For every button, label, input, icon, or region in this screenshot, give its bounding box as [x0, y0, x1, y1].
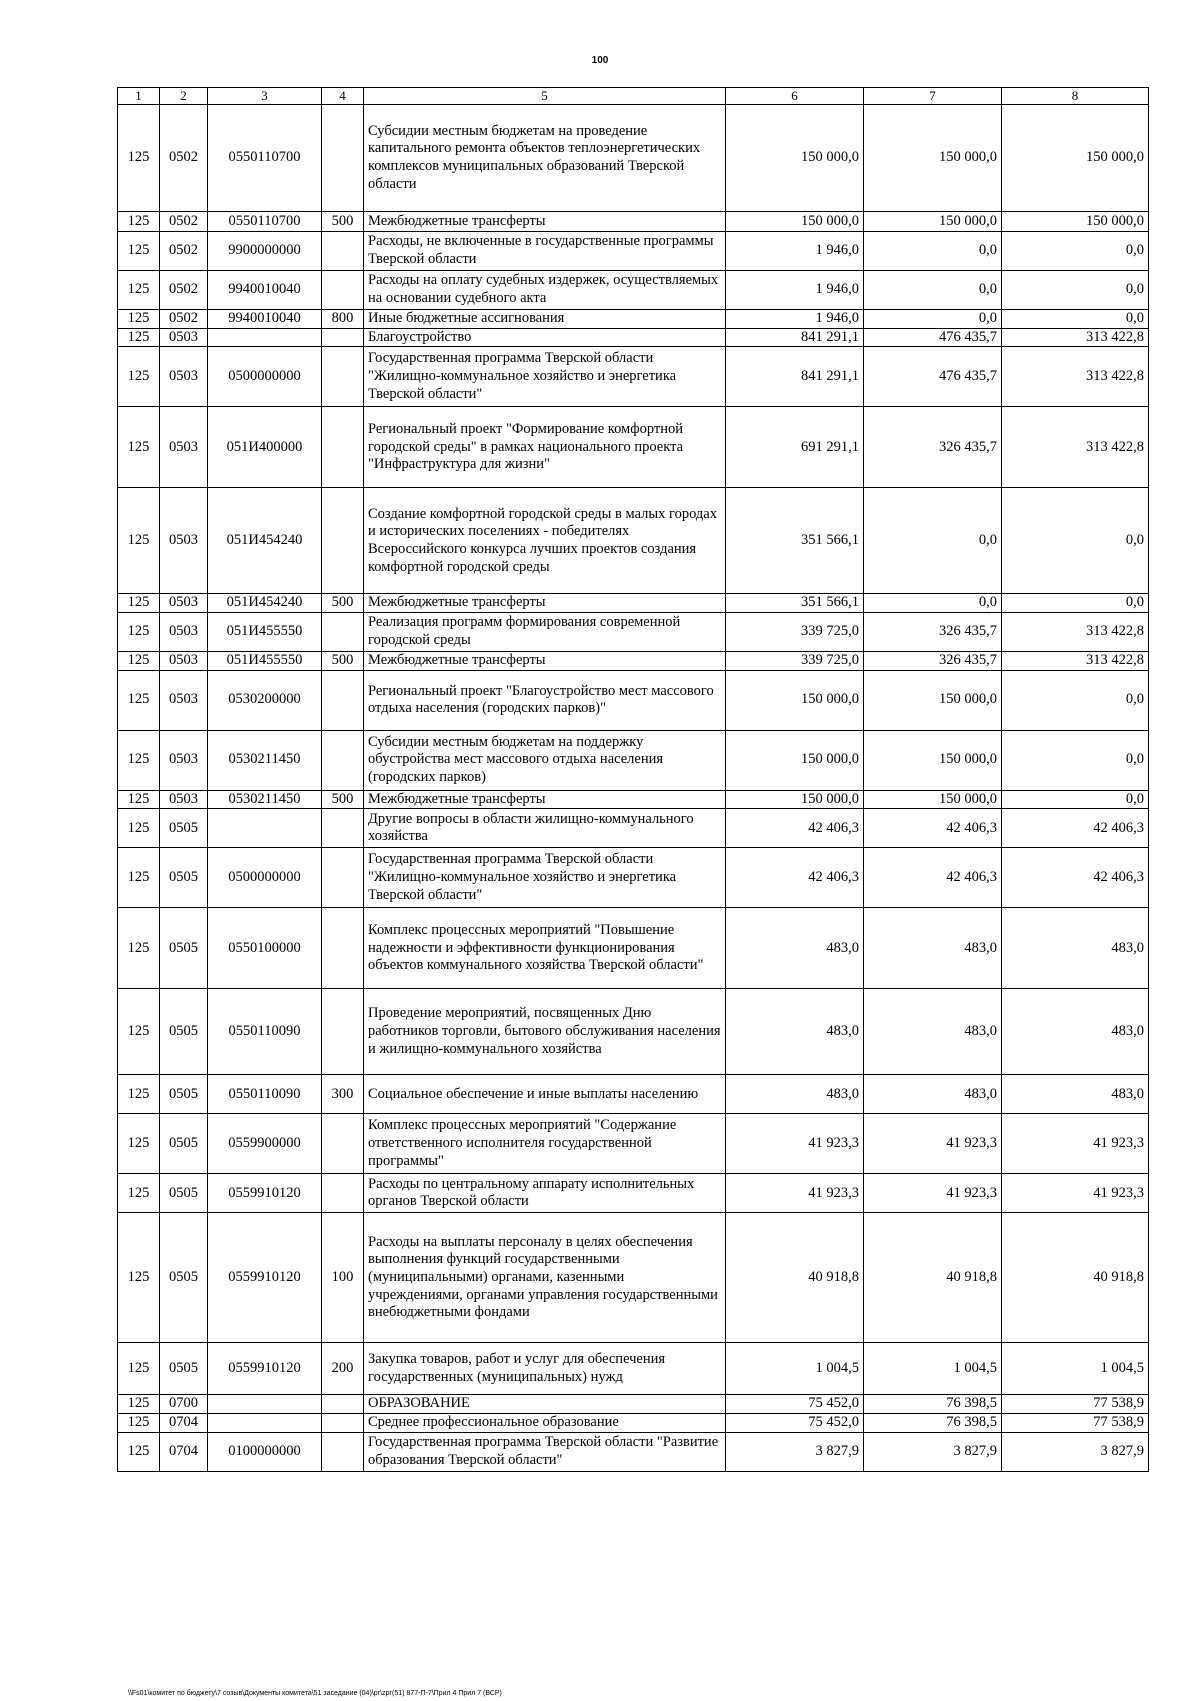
target-article-cell: 0100000000: [208, 1432, 322, 1471]
table-row: [118, 848, 1149, 908]
amount-year3-cell: 0,0: [1002, 232, 1149, 271]
description-cell: Среднее профессиональное образование: [364, 1414, 726, 1433]
target-article-cell: 0550100000: [208, 908, 322, 989]
table-row: [118, 1432, 1149, 1471]
amount-year2-cell: 476 435,7: [864, 328, 1002, 347]
table-row: [118, 1414, 1149, 1433]
section-cell: 0505: [160, 1343, 208, 1395]
description-cell: Государственная программа Тверской области "Жилищно-коммунальное хозяйство и энергетика Тверской области": [364, 347, 726, 407]
grbs-cell: 125: [118, 407, 160, 488]
amount-year3-cell: 1 004,5: [1002, 1343, 1149, 1395]
amount-year3-cell: 313 422,8: [1002, 613, 1149, 652]
description-cell: Закупка товаров, работ и услуг для обеспечения государственных (муниципальных) нужд: [364, 1343, 726, 1395]
amount-year2-cell: 150 000,0: [864, 670, 1002, 730]
amount-year2-cell: 483,0: [864, 908, 1002, 989]
grbs-cell: 125: [118, 1395, 160, 1414]
section-cell: 0503: [160, 613, 208, 652]
target-article-cell: 0559910120: [208, 1213, 322, 1343]
expense-type-cell: [322, 271, 364, 310]
table-row: [118, 1343, 1149, 1395]
grbs-cell: 125: [118, 232, 160, 271]
amount-year3-cell: 42 406,3: [1002, 848, 1149, 908]
description-cell: Создание комфортной городской среды в малых городах и исторических поселениях - победителях Всероссийского конкурса лучших проектов создания комфортной городской среды: [364, 488, 726, 594]
amount-year1-cell: 691 291,1: [726, 407, 864, 488]
expense-type-cell: [322, 407, 364, 488]
target-article-cell: 0530211450: [208, 790, 322, 809]
section-cell: 0505: [160, 908, 208, 989]
expense-type-cell: [322, 1114, 364, 1174]
amount-year1-cell: 841 291,1: [726, 328, 864, 347]
description-cell: Межбюджетные трансферты: [364, 652, 726, 671]
expense-type-cell: [322, 328, 364, 347]
amount-year3-cell: 0,0: [1002, 790, 1149, 809]
table-row: [118, 232, 1149, 271]
amount-year2-cell: 0,0: [864, 310, 1002, 329]
amount-year2-cell: 40 918,8: [864, 1213, 1002, 1343]
section-cell: 0505: [160, 809, 208, 848]
description-cell: Региональный проект "Формирование комфортной городской среды" в рамках национального проекта "Инфраструктура для жизни": [364, 407, 726, 488]
grbs-cell: 125: [118, 790, 160, 809]
table-row: [118, 652, 1149, 671]
amount-year3-cell: 313 422,8: [1002, 652, 1149, 671]
header-cell: 7: [864, 88, 1002, 105]
table-row: [118, 1395, 1149, 1414]
description-cell: Расходы, не включенные в государственные программы Тверской области: [364, 232, 726, 271]
amount-year3-cell: 42 406,3: [1002, 809, 1149, 848]
expense-type-cell: [322, 1395, 364, 1414]
grbs-cell: 125: [118, 613, 160, 652]
amount-year3-cell: 0,0: [1002, 488, 1149, 594]
table-row: [118, 328, 1149, 347]
amount-year2-cell: 76 398,5: [864, 1395, 1002, 1414]
target-article-cell: 051И454240: [208, 594, 322, 613]
amount-year3-cell: 313 422,8: [1002, 407, 1149, 488]
target-article-cell: 9940010040: [208, 271, 322, 310]
expense-type-cell: [322, 232, 364, 271]
amount-year1-cell: 41 923,3: [726, 1174, 864, 1213]
header-row: [118, 88, 1149, 105]
target-article-cell: 0500000000: [208, 347, 322, 407]
amount-year1-cell: 339 725,0: [726, 652, 864, 671]
amount-year1-cell: 483,0: [726, 989, 864, 1075]
amount-year3-cell: 483,0: [1002, 908, 1149, 989]
amount-year2-cell: 42 406,3: [864, 848, 1002, 908]
section-cell: 0704: [160, 1414, 208, 1433]
table-row: [118, 212, 1149, 232]
amount-year2-cell: 0,0: [864, 594, 1002, 613]
description-cell: Региональный проект "Благоустройство мест массового отдыха населения (городских парков)": [364, 670, 726, 730]
grbs-cell: 125: [118, 328, 160, 347]
header-cell: 8: [1002, 88, 1149, 105]
table-row: [118, 790, 1149, 809]
target-article-cell: 0559910120: [208, 1174, 322, 1213]
budget-table: [117, 87, 1149, 1472]
table-row: [118, 310, 1149, 329]
description-cell: ОБРАЗОВАНИЕ: [364, 1395, 726, 1414]
amount-year2-cell: 326 435,7: [864, 407, 1002, 488]
expense-type-cell: [322, 1414, 364, 1433]
page-number: 100: [591, 55, 609, 66]
expense-type-cell: 500: [322, 594, 364, 613]
target-article-cell: 0500000000: [208, 848, 322, 908]
amount-year1-cell: 1 004,5: [726, 1343, 864, 1395]
amount-year1-cell: 150 000,0: [726, 212, 864, 232]
target-article-cell: 051И454240: [208, 488, 322, 594]
grbs-cell: 125: [118, 989, 160, 1075]
grbs-cell: 125: [118, 488, 160, 594]
grbs-cell: 125: [118, 652, 160, 671]
amount-year3-cell: 0,0: [1002, 670, 1149, 730]
header-cell: 5: [364, 88, 726, 105]
header-cell: 6: [726, 88, 864, 105]
expense-type-cell: [322, 809, 364, 848]
amount-year3-cell: 40 918,8: [1002, 1213, 1149, 1343]
amount-year2-cell: 476 435,7: [864, 347, 1002, 407]
table-row: [118, 407, 1149, 488]
description-cell: Субсидии местным бюджетам на проведение капитального ремонта объектов теплоэнергетических комплексов муниципальных образований Тверской области: [364, 105, 726, 212]
amount-year1-cell: 150 000,0: [726, 670, 864, 730]
amount-year2-cell: 41 923,3: [864, 1174, 1002, 1213]
description-cell: Межбюджетные трансферты: [364, 594, 726, 613]
section-cell: 0704: [160, 1432, 208, 1471]
section-cell: 0503: [160, 488, 208, 594]
grbs-cell: 125: [118, 347, 160, 407]
section-cell: 0503: [160, 407, 208, 488]
grbs-cell: 125: [118, 1343, 160, 1395]
amount-year3-cell: 483,0: [1002, 1075, 1149, 1114]
section-cell: 0505: [160, 1174, 208, 1213]
amount-year1-cell: 75 452,0: [726, 1414, 864, 1433]
expense-type-cell: 500: [322, 652, 364, 671]
amount-year1-cell: 351 566,1: [726, 594, 864, 613]
amount-year1-cell: 75 452,0: [726, 1395, 864, 1414]
amount-year2-cell: 76 398,5: [864, 1414, 1002, 1433]
amount-year3-cell: 41 923,3: [1002, 1114, 1149, 1174]
expense-type-cell: [322, 1174, 364, 1213]
grbs-cell: 125: [118, 848, 160, 908]
expense-type-cell: [322, 670, 364, 730]
section-cell: 0503: [160, 347, 208, 407]
expense-type-cell: [322, 488, 364, 594]
amount-year1-cell: 40 918,8: [726, 1213, 864, 1343]
section-cell: 0505: [160, 848, 208, 908]
target-article-cell: [208, 1395, 322, 1414]
description-cell: Комплекс процессных мероприятий "Содержание ответственного исполнителя государственной программы": [364, 1114, 726, 1174]
amount-year1-cell: 3 827,9: [726, 1432, 864, 1471]
target-article-cell: 0550110090: [208, 989, 322, 1075]
section-cell: 0503: [160, 328, 208, 347]
table-row: [118, 989, 1149, 1075]
footer-file-path: \\Fs01\комитет по бюджету\7 созыв\Документы комитета\51 заседание (04)\рг\zрг(51) 877-П-7\Прил 4 Прил 7 (ВСР): [128, 1690, 502, 1697]
amount-year3-cell: 150 000,0: [1002, 105, 1149, 212]
header-cell: 3: [208, 88, 322, 105]
target-article-cell: 051И400000: [208, 407, 322, 488]
grbs-cell: 125: [118, 730, 160, 790]
amount-year2-cell: 0,0: [864, 232, 1002, 271]
table-row: [118, 594, 1149, 613]
amount-year1-cell: 150 000,0: [726, 730, 864, 790]
table-row: [118, 1114, 1149, 1174]
section-cell: 0505: [160, 989, 208, 1075]
grbs-cell: 125: [118, 1174, 160, 1213]
table-row: [118, 488, 1149, 594]
amount-year1-cell: 841 291,1: [726, 347, 864, 407]
expense-type-cell: [322, 613, 364, 652]
amount-year2-cell: 3 827,9: [864, 1432, 1002, 1471]
amount-year3-cell: 41 923,3: [1002, 1174, 1149, 1213]
expense-type-cell: [322, 848, 364, 908]
amount-year2-cell: 0,0: [864, 271, 1002, 310]
section-cell: 0503: [160, 790, 208, 809]
section-cell: 0502: [160, 271, 208, 310]
target-article-cell: 051И455550: [208, 613, 322, 652]
section-cell: 0505: [160, 1213, 208, 1343]
grbs-cell: 125: [118, 908, 160, 989]
amount-year2-cell: 483,0: [864, 989, 1002, 1075]
grbs-cell: 125: [118, 594, 160, 613]
amount-year1-cell: 1 946,0: [726, 271, 864, 310]
target-article-cell: 0530211450: [208, 730, 322, 790]
expense-type-cell: [322, 730, 364, 790]
expense-type-cell: [322, 908, 364, 989]
amount-year3-cell: 483,0: [1002, 989, 1149, 1075]
amount-year2-cell: 150 000,0: [864, 730, 1002, 790]
section-cell: 0503: [160, 594, 208, 613]
amount-year2-cell: 41 923,3: [864, 1114, 1002, 1174]
section-cell: 0502: [160, 212, 208, 232]
section-cell: 0505: [160, 1114, 208, 1174]
description-cell: Проведение мероприятий, посвященных Дню работников торговли, бытового обслуживания населения и жилищно-коммунального хозяйства: [364, 989, 726, 1075]
grbs-cell: 125: [118, 1432, 160, 1471]
grbs-cell: 125: [118, 1114, 160, 1174]
grbs-cell: 125: [118, 809, 160, 848]
target-article-cell: [208, 1414, 322, 1433]
amount-year3-cell: 0,0: [1002, 310, 1149, 329]
table-row: [118, 1213, 1149, 1343]
amount-year2-cell: 483,0: [864, 1075, 1002, 1114]
section-cell: 0505: [160, 1075, 208, 1114]
section-cell: 0502: [160, 105, 208, 212]
amount-year3-cell: 313 422,8: [1002, 347, 1149, 407]
target-article-cell: [208, 328, 322, 347]
grbs-cell: 125: [118, 271, 160, 310]
amount-year3-cell: 313 422,8: [1002, 328, 1149, 347]
amount-year1-cell: 1 946,0: [726, 310, 864, 329]
target-article-cell: 9940010040: [208, 310, 322, 329]
header-cell: 1: [118, 88, 160, 105]
table-row: [118, 1174, 1149, 1213]
expense-type-cell: 800: [322, 310, 364, 329]
table-row: [118, 670, 1149, 730]
amount-year2-cell: 326 435,7: [864, 652, 1002, 671]
description-cell: Другие вопросы в области жилищно-коммунального хозяйства: [364, 809, 726, 848]
amount-year2-cell: 0,0: [864, 488, 1002, 594]
target-article-cell: 0550110700: [208, 212, 322, 232]
expense-type-cell: [322, 1432, 364, 1471]
section-cell: 0502: [160, 232, 208, 271]
grbs-cell: 125: [118, 212, 160, 232]
amount-year1-cell: 483,0: [726, 908, 864, 989]
target-article-cell: 9900000000: [208, 232, 322, 271]
target-article-cell: 0559910120: [208, 1343, 322, 1395]
target-article-cell: 0550110700: [208, 105, 322, 212]
amount-year2-cell: 150 000,0: [864, 105, 1002, 212]
expense-type-cell: 500: [322, 212, 364, 232]
description-cell: Иные бюджетные ассигнования: [364, 310, 726, 329]
table-row: [118, 1075, 1149, 1114]
section-cell: 0502: [160, 310, 208, 329]
description-cell: Расходы по центральному аппарату исполнительных органов Тверской области: [364, 1174, 726, 1213]
table-row: [118, 730, 1149, 790]
description-cell: Благоустройство: [364, 328, 726, 347]
expense-type-cell: 100: [322, 1213, 364, 1343]
amount-year1-cell: 1 946,0: [726, 232, 864, 271]
table-row: [118, 105, 1149, 212]
amount-year3-cell: 77 538,9: [1002, 1414, 1149, 1433]
amount-year1-cell: 41 923,3: [726, 1114, 864, 1174]
expense-type-cell: 200: [322, 1343, 364, 1395]
description-cell: Расходы на выплаты персоналу в целях обеспечения выполнения функций государственными (муниципальными) органами, казенными учреждениями, органами управления государственными внебюджетными фондами: [364, 1213, 726, 1343]
amount-year3-cell: 0,0: [1002, 594, 1149, 613]
amount-year2-cell: 42 406,3: [864, 809, 1002, 848]
description-cell: Расходы на оплату судебных издержек, осуществляемых на основании судебного акта: [364, 271, 726, 310]
target-article-cell: 0559900000: [208, 1114, 322, 1174]
table-row: [118, 908, 1149, 989]
grbs-cell: 125: [118, 1075, 160, 1114]
section-cell: 0503: [160, 730, 208, 790]
amount-year2-cell: 1 004,5: [864, 1343, 1002, 1395]
description-cell: Межбюджетные трансферты: [364, 790, 726, 809]
target-article-cell: 051И455550: [208, 652, 322, 671]
amount-year3-cell: 77 538,9: [1002, 1395, 1149, 1414]
table-row: [118, 271, 1149, 310]
grbs-cell: 125: [118, 310, 160, 329]
expense-type-cell: 300: [322, 1075, 364, 1114]
amount-year2-cell: 150 000,0: [864, 212, 1002, 232]
table-row: [118, 809, 1149, 848]
amount-year2-cell: 326 435,7: [864, 613, 1002, 652]
expense-type-cell: 500: [322, 790, 364, 809]
table-row: [118, 347, 1149, 407]
table-row: [118, 613, 1149, 652]
expense-type-cell: [322, 105, 364, 212]
header-cell: 4: [322, 88, 364, 105]
amount-year1-cell: 483,0: [726, 1075, 864, 1114]
amount-year3-cell: 3 827,9: [1002, 1432, 1149, 1471]
amount-year1-cell: 150 000,0: [726, 790, 864, 809]
section-cell: 0503: [160, 652, 208, 671]
amount-year1-cell: 351 566,1: [726, 488, 864, 594]
description-cell: Социальное обеспечение и иные выплаты населению: [364, 1075, 726, 1114]
target-article-cell: 0550110090: [208, 1075, 322, 1114]
amount-year1-cell: 339 725,0: [726, 613, 864, 652]
description-cell: Государственная программа Тверской области "Развитие образования Тверской области": [364, 1432, 726, 1471]
target-article-cell: [208, 809, 322, 848]
grbs-cell: 125: [118, 105, 160, 212]
header-cell: 2: [160, 88, 208, 105]
section-cell: 0700: [160, 1395, 208, 1414]
description-cell: Субсидии местным бюджетам на поддержку обустройства мест массового отдыха населения (городских парков): [364, 730, 726, 790]
description-cell: Государственная программа Тверской области "Жилищно-коммунальное хозяйство и энергетика Тверской области": [364, 848, 726, 908]
expense-type-cell: [322, 347, 364, 407]
grbs-cell: 125: [118, 1414, 160, 1433]
amount-year3-cell: 150 000,0: [1002, 212, 1149, 232]
description-cell: Межбюджетные трансферты: [364, 212, 726, 232]
amount-year2-cell: 150 000,0: [864, 790, 1002, 809]
description-cell: Реализация программ формирования современной городской среды: [364, 613, 726, 652]
grbs-cell: 125: [118, 1213, 160, 1343]
section-cell: 0503: [160, 670, 208, 730]
amount-year3-cell: 0,0: [1002, 271, 1149, 310]
expense-type-cell: [322, 989, 364, 1075]
amount-year3-cell: 0,0: [1002, 730, 1149, 790]
amount-year1-cell: 42 406,3: [726, 848, 864, 908]
description-cell: Комплекс процессных мероприятий "Повышение надежности и эффективности функционирования объектов коммунального хозяйства Тверской области": [364, 908, 726, 989]
target-article-cell: 0530200000: [208, 670, 322, 730]
grbs-cell: 125: [118, 670, 160, 730]
amount-year1-cell: 42 406,3: [726, 809, 864, 848]
amount-year1-cell: 150 000,0: [726, 105, 864, 212]
